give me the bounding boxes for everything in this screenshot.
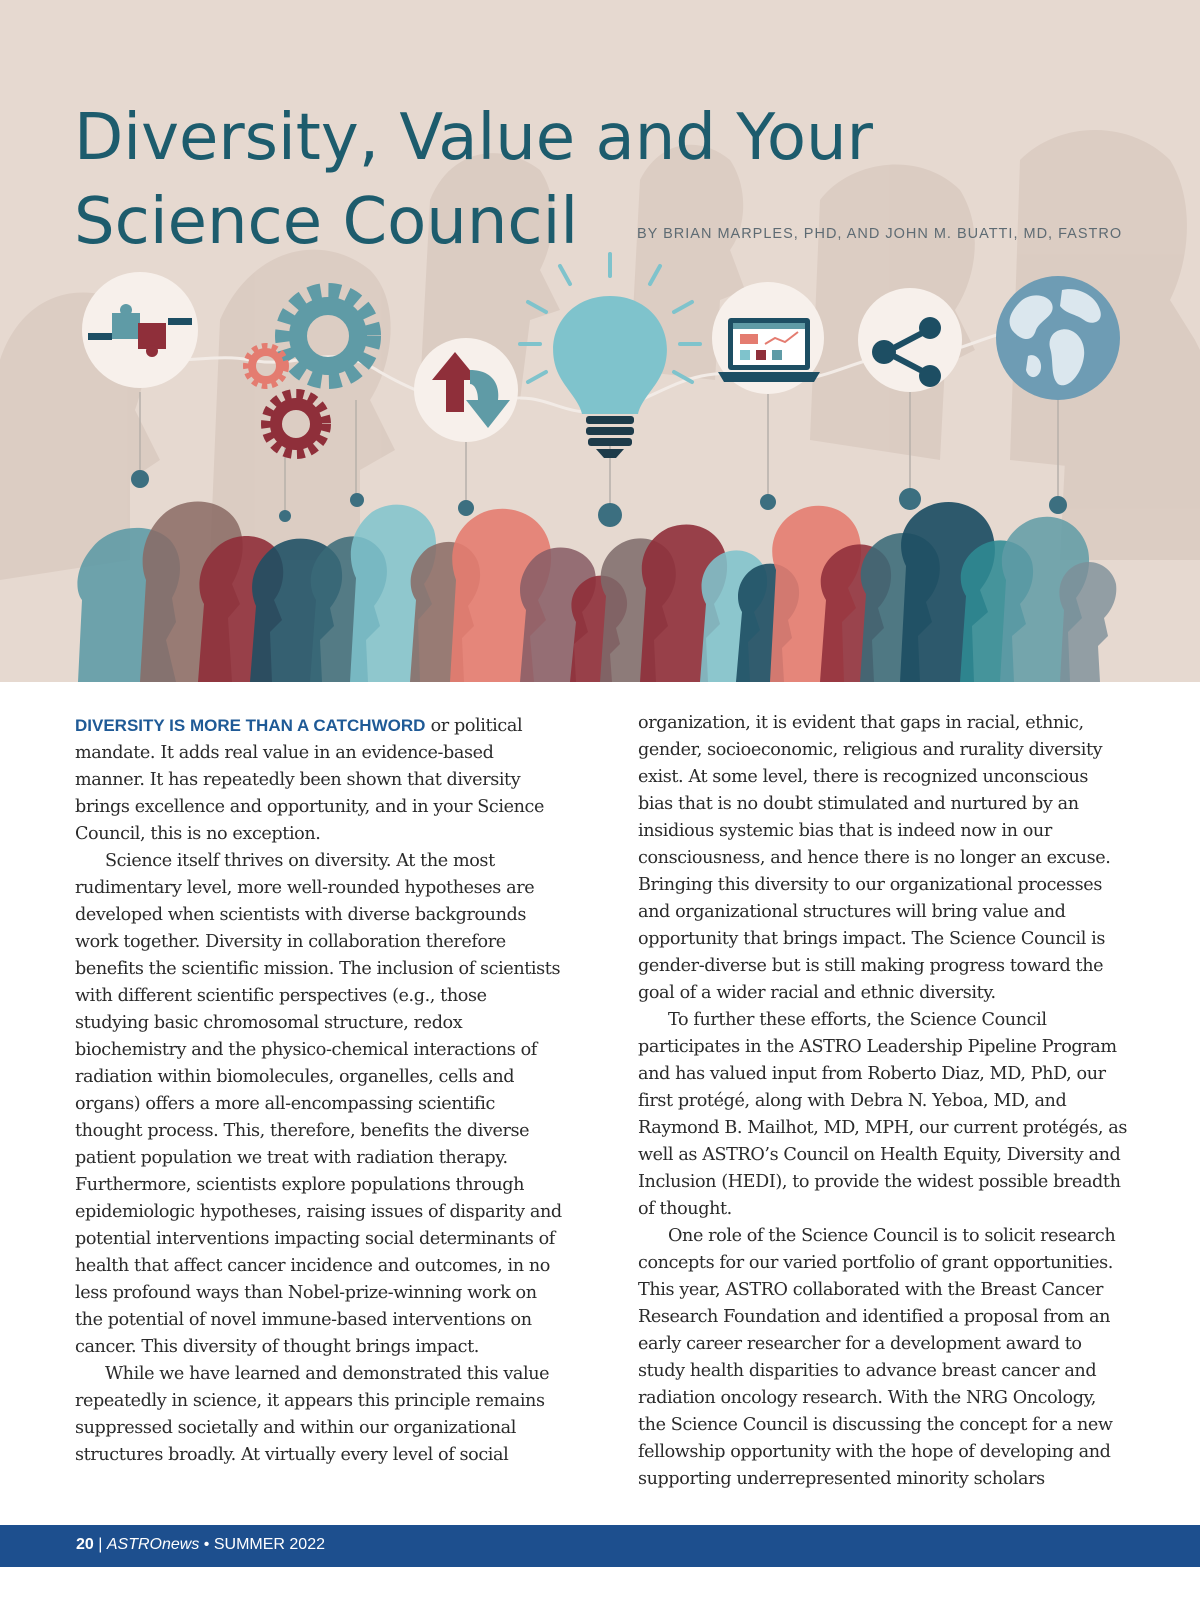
people-silhouettes — [77, 502, 1116, 682]
paragraph: organization, it is evident that gaps in racial, ethnic, gender, socioeconomic, religious and rurality diversity exist. At some level, there is recognized unconscious bias that is no doubt stimulated and nurtured by an insidious systemic bias that is indeed now in our consciousness, and hence there is no longer an excuse. Bringing this diversity to our organizational processes and organizational structures will bring value and opportunity that brings impact. The Science Council is gender-diverse but is still making progress toward the goal of a wider racial and ethnic diversity. — [638, 713, 1111, 1003]
footer-text — [76, 1536, 325, 1554]
paragraph: While we have learned and demonstrated this value repeatedly in science, it appears this principle remains suppressed societally and within our organizational structures broadly. At virtually every level of social — [75, 1364, 550, 1465]
pin-dot — [458, 500, 474, 516]
article-byline: BY BRIAN MARPLES, PHD, AND JOHN M. BUATTI, MD, FASTRO — [637, 226, 1123, 242]
body-column-left — [75, 712, 565, 1469]
pin-dot — [598, 503, 622, 527]
share-icon — [858, 288, 962, 392]
pin-dot — [131, 470, 149, 488]
paragraph — [75, 712, 565, 848]
pin-dot — [279, 510, 291, 522]
body-column-right — [638, 710, 1128, 1493]
title-line-2: Science Council — [74, 185, 579, 259]
footer-separator: | — [98, 1536, 103, 1553]
lead-in: DIVERSITY IS MORE THAN A CATCHWORD — [75, 716, 426, 735]
puzzle-handshake-icon — [82, 272, 198, 388]
paragraph: Science itself thrives on diversity. At the most rudimentary level, more well-rounded hypotheses are developed when scientists with diverse backgrounds work together. Diversity in collaboration therefore benefits the scientific mission. The inclusion of scientists with different scientific perspectives (e.g., those studying basic chromosomal structure, redox biochemistry and the physico-chemical interactions of radiation within biomolecules, organelles, cells and organs) offers a more all-encompassing scientific thought process. This, therefore, benefits the diverse patient population we treat with radiation therapy. Furthermore, scientists explore populations through epidemiologic hypotheses, raising issues of disparity and potential interventions impacting social determinants of health that affect cancer incidence and outcomes, in no less profound ways than Nobel-prize-winning work on the potential of novel immune-based interventions on cancer. This diversity of thought brings impact. — [75, 851, 562, 1357]
title-line-1: Diversity, Value and Your — [74, 101, 873, 175]
pin-dot — [350, 493, 364, 507]
page-number: 20 — [76, 1536, 94, 1553]
refresh-arrows-icon — [414, 338, 518, 442]
laptop-dashboard-icon — [712, 282, 824, 394]
pin-dot — [899, 488, 921, 510]
footer-bullet: • — [203, 1536, 210, 1553]
pin-dot — [1049, 496, 1067, 514]
issue-label: SUMMER 2022 — [213, 1536, 325, 1553]
hero-illustration — [0, 0, 1200, 682]
paragraph-text: or political mandate. It adds real value in an evidence-based manner. It has repeatedly been shown that diversity brings excellence and opportunity, and in your Science Council, this is no exception. — [75, 716, 545, 844]
pin-dot — [760, 494, 776, 510]
publication-name: ASTROnews — [106, 1536, 200, 1553]
paragraph: To further these efforts, the Science Council participates in the ASTRO Leadership Pipeline Program and has valued input from Roberto Diaz, MD, PhD, our first protégé, along with Debra N. Yeboa, MD, and Raymond B. Mailhot, MD, MPH, our current protégés, as well as ASTRO’s Council on Health Equity, Diversity and Inclusion (HEDI), to provide the widest possible breadth of thought. — [638, 1010, 1127, 1219]
page-footer — [0, 1525, 1200, 1567]
paragraph: One role of the Science Council is to solicit research concepts for our varied portfolio of grant opportunities. This year, ASTRO collaborated with the Breast Cancer Research Foundation and identified a proposal from an early career researcher for a development award to study health disparities to advance breast cancer and radiation oncology research. With the NRG Oncology, the Science Council is discussing the concept for a new fellowship opportunity with the hope of developing and supporting underrepresented minority scholars — [638, 1226, 1116, 1489]
globe-icon — [996, 276, 1120, 400]
